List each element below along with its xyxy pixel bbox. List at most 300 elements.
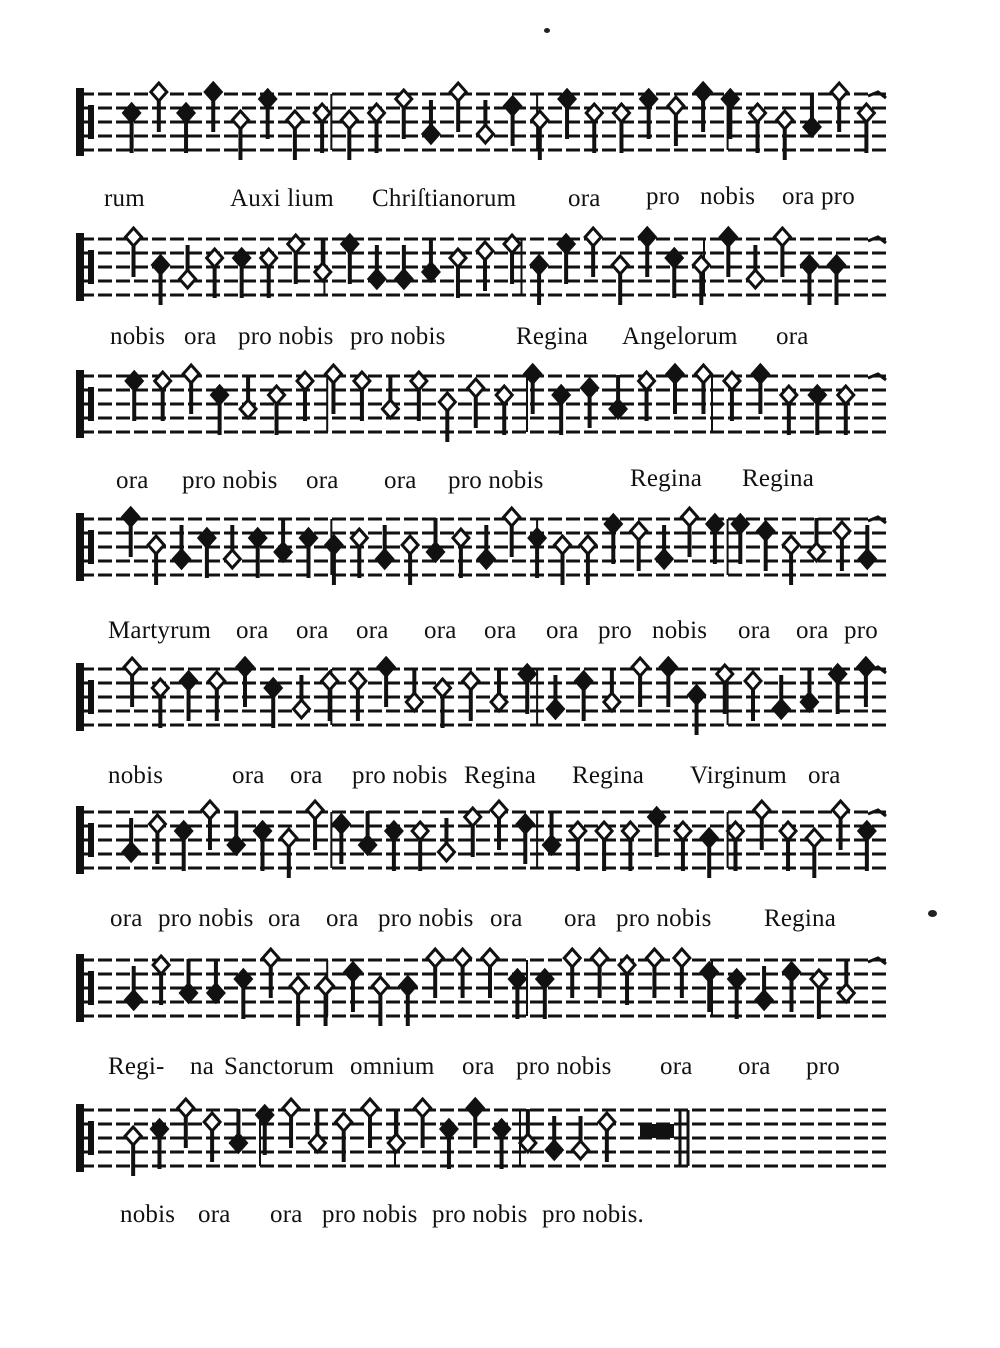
note-head <box>467 1099 483 1117</box>
lyric: ora <box>776 323 809 350</box>
note <box>491 668 507 711</box>
staff-system-6 <box>0 798 1000 898</box>
note-head <box>438 843 454 861</box>
lyric: nobis <box>120 1201 176 1228</box>
note-head <box>153 256 169 274</box>
note-head <box>232 111 248 129</box>
staff-system-2 <box>0 225 1000 325</box>
lyric: pro nobis. <box>542 1201 644 1228</box>
note <box>260 90 276 139</box>
note-head <box>555 536 571 554</box>
lyric: ora <box>356 617 389 644</box>
note <box>520 1109 536 1152</box>
note-head <box>660 658 676 676</box>
note <box>537 970 553 1019</box>
note-head <box>151 83 167 101</box>
note <box>126 372 142 421</box>
note <box>801 668 817 711</box>
note-head <box>174 550 190 568</box>
note <box>275 518 291 561</box>
note-head <box>439 393 455 411</box>
lyric: rum <box>104 185 145 212</box>
note <box>155 372 171 421</box>
note-head <box>287 111 303 129</box>
clef-bar <box>76 1104 84 1172</box>
lyric: nobis <box>652 617 708 644</box>
note-head <box>148 536 164 554</box>
note-head <box>181 672 197 690</box>
note-head <box>290 977 306 995</box>
lyric: pro nobis <box>322 1201 418 1228</box>
note <box>255 822 271 871</box>
note <box>406 668 422 711</box>
note <box>265 679 281 728</box>
note <box>386 822 402 871</box>
note <box>610 375 626 418</box>
clef-bar <box>76 513 84 581</box>
note-head <box>178 1099 194 1117</box>
note-head <box>400 977 416 995</box>
clef-mark <box>88 105 94 139</box>
note <box>423 238 439 281</box>
note-head <box>123 843 139 861</box>
note <box>360 811 376 854</box>
note-head <box>582 379 598 397</box>
note-head <box>326 536 342 554</box>
note-head <box>124 658 140 676</box>
note <box>675 822 691 871</box>
note-head <box>183 365 199 383</box>
note <box>586 104 602 153</box>
lyric: Regina <box>572 762 645 789</box>
note-head <box>372 977 388 995</box>
note <box>859 822 875 871</box>
note <box>153 956 169 1005</box>
note-head <box>322 672 338 690</box>
note <box>504 235 520 284</box>
note <box>529 529 545 578</box>
lyric: pro nobis <box>158 905 254 932</box>
music-system-8 <box>0 1096 1000 1236</box>
note-head <box>646 949 662 967</box>
lyric: pro nobis <box>350 323 446 350</box>
note-head <box>336 1113 352 1131</box>
note-head <box>377 550 393 568</box>
note <box>722 90 738 139</box>
note-head <box>505 97 521 115</box>
note-head <box>783 963 799 981</box>
note <box>596 822 612 871</box>
note <box>369 104 385 153</box>
note <box>727 822 743 871</box>
note-head <box>667 365 683 383</box>
note-head <box>318 977 334 995</box>
note-head <box>592 949 608 967</box>
music-system-3 <box>0 362 1000 502</box>
note <box>781 386 797 435</box>
clef-mark <box>88 387 94 421</box>
note <box>176 822 192 871</box>
note-head <box>777 111 793 129</box>
note-head <box>423 125 439 143</box>
note <box>622 822 638 871</box>
note-head <box>834 522 850 540</box>
note-head <box>756 991 772 1009</box>
lyric: ora <box>306 467 339 494</box>
note <box>544 811 560 854</box>
note-head <box>427 949 443 967</box>
note <box>354 372 370 421</box>
note <box>780 822 796 871</box>
note <box>838 959 854 1002</box>
note-head <box>668 97 684 115</box>
note-head <box>674 949 690 967</box>
note <box>181 959 197 1002</box>
lyric: na <box>190 1053 214 1080</box>
note <box>605 515 621 564</box>
lyric: ora <box>424 617 457 644</box>
lyric: Regina <box>742 465 815 492</box>
lyric: pro <box>598 617 632 644</box>
note-head <box>612 256 628 274</box>
note-head <box>745 672 761 690</box>
note-head <box>450 83 466 101</box>
note-head <box>123 508 139 526</box>
note-head <box>774 228 790 246</box>
staff-system-3 <box>0 362 1000 462</box>
note-head <box>806 829 822 847</box>
lyric: pro nobis <box>182 467 278 494</box>
note <box>288 235 304 284</box>
lyric: Regina <box>464 762 537 789</box>
note <box>208 959 224 1002</box>
note <box>453 529 469 578</box>
lyric: nobis <box>108 762 164 789</box>
ink-speck <box>544 28 550 33</box>
note-head <box>281 829 297 847</box>
note-head <box>546 1141 562 1159</box>
note-head <box>631 522 647 540</box>
note <box>717 665 733 714</box>
lyric: Virginum <box>690 762 787 789</box>
note-head <box>801 256 817 274</box>
note <box>750 104 766 153</box>
lyric: ora <box>490 905 523 932</box>
lyric: pro <box>646 183 680 210</box>
lyric: ora <box>796 617 829 644</box>
music-system-4 <box>0 505 1000 645</box>
note <box>178 104 194 153</box>
note <box>234 249 250 298</box>
note-head <box>754 801 770 819</box>
lyric: pro <box>844 617 878 644</box>
note-head <box>833 801 849 819</box>
note-head <box>547 700 563 718</box>
note-head <box>752 365 768 383</box>
note <box>732 515 748 564</box>
note <box>261 249 277 298</box>
clef-bar <box>76 663 84 731</box>
note <box>388 1109 404 1152</box>
note-head <box>491 801 507 819</box>
note-head <box>599 1113 615 1131</box>
note <box>269 386 285 435</box>
note-head <box>369 270 385 288</box>
note <box>396 90 412 139</box>
note-head <box>477 125 493 143</box>
lyric: ora <box>484 617 517 644</box>
note <box>207 249 223 298</box>
note-head <box>378 658 394 676</box>
clef-mark <box>88 530 94 564</box>
note-head <box>701 963 717 981</box>
note <box>228 811 244 854</box>
lyric: ora <box>270 1201 303 1228</box>
note <box>666 249 682 298</box>
lyric: Regina <box>516 323 589 350</box>
staff-system-5 <box>0 655 1000 755</box>
lyric: ora <box>236 617 269 644</box>
note-head <box>531 256 547 274</box>
note-head <box>149 815 165 833</box>
note-head <box>858 658 874 676</box>
note <box>314 104 330 153</box>
lyric: nobis <box>110 323 166 350</box>
note-head <box>701 829 717 847</box>
note-head <box>205 83 221 101</box>
lyric: Auxi lium <box>230 185 334 212</box>
note-head <box>747 270 763 288</box>
music-system-2 <box>0 225 1000 365</box>
lyric: ora <box>808 762 841 789</box>
clef-bar <box>76 88 84 156</box>
lyric: Angelorum <box>622 323 738 350</box>
note-head <box>693 256 709 274</box>
note-head <box>504 508 520 526</box>
lyric: pro nobis <box>352 762 448 789</box>
note-head <box>585 228 601 246</box>
note-head <box>859 550 875 568</box>
lyric: Regina <box>764 905 837 932</box>
note <box>496 386 512 435</box>
note-head <box>125 1127 141 1145</box>
lyric: pro nobis <box>616 905 712 932</box>
note <box>450 249 466 298</box>
note <box>351 529 367 578</box>
note-head <box>224 550 240 568</box>
note <box>604 668 620 711</box>
music-system-7 <box>0 946 1000 1086</box>
note <box>212 386 228 435</box>
note-head <box>828 256 844 274</box>
lyric: omnium <box>350 1053 435 1080</box>
note-head <box>202 801 218 819</box>
note <box>199 529 215 578</box>
note-head <box>402 536 418 554</box>
note <box>509 970 525 1019</box>
note <box>838 386 854 435</box>
note <box>441 1120 457 1169</box>
note-head <box>517 815 533 833</box>
note-head <box>307 801 323 819</box>
note-head <box>695 365 711 383</box>
lyric: ora <box>110 905 143 932</box>
lyric: ora <box>296 617 329 644</box>
note-head <box>695 83 711 101</box>
lyric: ora <box>568 185 601 212</box>
note-head <box>831 83 847 101</box>
note-head <box>350 672 366 690</box>
note <box>411 372 427 421</box>
note-head <box>209 672 225 690</box>
staff-system-8 <box>0 1096 1000 1196</box>
note <box>558 235 574 284</box>
note <box>152 679 168 728</box>
note-head <box>482 949 498 967</box>
note <box>301 529 317 578</box>
lyric: ora <box>462 1053 495 1080</box>
note <box>250 529 266 578</box>
lyric: ora <box>738 617 771 644</box>
note <box>342 235 358 284</box>
note-head <box>468 379 484 397</box>
note <box>641 90 657 139</box>
note-head <box>477 242 493 260</box>
note-head <box>682 508 698 526</box>
clef-bar <box>76 954 84 1022</box>
lyric: ora <box>268 905 301 932</box>
note-head <box>564 949 580 967</box>
note <box>570 822 586 871</box>
lyric: Chriſtianorum <box>372 185 517 212</box>
lyric: ora <box>384 467 417 494</box>
lyric: ora <box>290 762 323 789</box>
clef-mark <box>88 680 94 714</box>
note-head <box>362 1099 378 1117</box>
lyric: pro nobis <box>378 905 474 932</box>
lyric: ora <box>198 1201 231 1228</box>
note <box>465 808 481 857</box>
music-system-5 <box>0 655 1000 795</box>
note-head <box>573 1141 589 1159</box>
note-head <box>345 963 361 981</box>
note-head <box>580 536 596 554</box>
staff-system-7 <box>0 946 1000 1046</box>
final-rest <box>640 1124 674 1138</box>
staff-system-4 <box>0 505 1000 605</box>
clef-bar <box>76 233 84 301</box>
note <box>297 372 313 421</box>
note <box>724 372 740 421</box>
note-head <box>758 522 774 540</box>
note <box>230 1109 246 1152</box>
note-head <box>478 550 494 568</box>
lyric: pro nobis <box>238 323 334 350</box>
note <box>435 679 451 728</box>
note-head <box>180 270 196 288</box>
note-head <box>773 700 789 718</box>
lyric: ora <box>738 1053 771 1080</box>
note-head <box>415 1099 431 1117</box>
note <box>124 104 140 153</box>
note-head <box>532 111 548 129</box>
lyric: ora <box>564 905 597 932</box>
lyric: ora <box>546 617 579 644</box>
clef-mark <box>88 971 94 1005</box>
lyric: Sanctorum <box>224 1053 335 1080</box>
note-head <box>396 270 412 288</box>
note <box>811 970 827 1019</box>
note <box>315 238 331 281</box>
note-head <box>126 991 142 1009</box>
note-head <box>263 949 279 967</box>
lyric: ora <box>232 762 265 789</box>
clef-bar <box>76 806 84 874</box>
note <box>639 372 655 421</box>
note <box>559 90 575 139</box>
lyric: pro nobis <box>516 1053 612 1080</box>
note-head <box>126 228 142 246</box>
note <box>235 970 251 1019</box>
lyric: ora <box>660 1053 693 1080</box>
note <box>412 822 428 871</box>
note <box>613 104 629 153</box>
lyric: pro nobis <box>448 467 544 494</box>
note <box>619 956 635 1005</box>
lyric: ora <box>326 905 359 932</box>
note-head <box>632 658 648 676</box>
note-head <box>237 658 253 676</box>
note <box>809 386 825 435</box>
clef-bar <box>76 370 84 438</box>
note <box>519 665 535 714</box>
lyric: ora <box>116 467 149 494</box>
note-head <box>576 672 592 690</box>
note <box>804 93 820 136</box>
note-head <box>463 672 479 690</box>
note <box>240 375 256 418</box>
note <box>553 386 569 435</box>
note-head <box>341 111 357 129</box>
note <box>809 518 825 561</box>
lyric: Regi- <box>108 1053 165 1080</box>
music-system-1 <box>0 80 1000 220</box>
note <box>729 970 745 1019</box>
note-head <box>293 700 309 718</box>
lyric: ora pro <box>782 183 855 210</box>
note <box>309 1109 325 1152</box>
note <box>830 665 846 714</box>
lyric: Regina <box>630 465 703 492</box>
note <box>382 375 398 418</box>
lyric: nobis <box>700 183 756 210</box>
lyric: pro nobis <box>432 1201 528 1228</box>
lyric: ora <box>184 323 217 350</box>
note-head <box>656 550 672 568</box>
lyric: Martyrum <box>108 617 211 644</box>
note-head <box>283 1099 299 1117</box>
note-head <box>204 1113 220 1131</box>
clef-mark <box>88 250 94 284</box>
clef-mark <box>88 823 94 857</box>
note <box>428 518 444 561</box>
music-system-6 <box>0 798 1000 938</box>
lyric: pro <box>806 1053 840 1080</box>
note-head <box>455 949 471 967</box>
note-head <box>783 536 799 554</box>
note <box>649 808 665 857</box>
ink-speck <box>928 910 937 917</box>
